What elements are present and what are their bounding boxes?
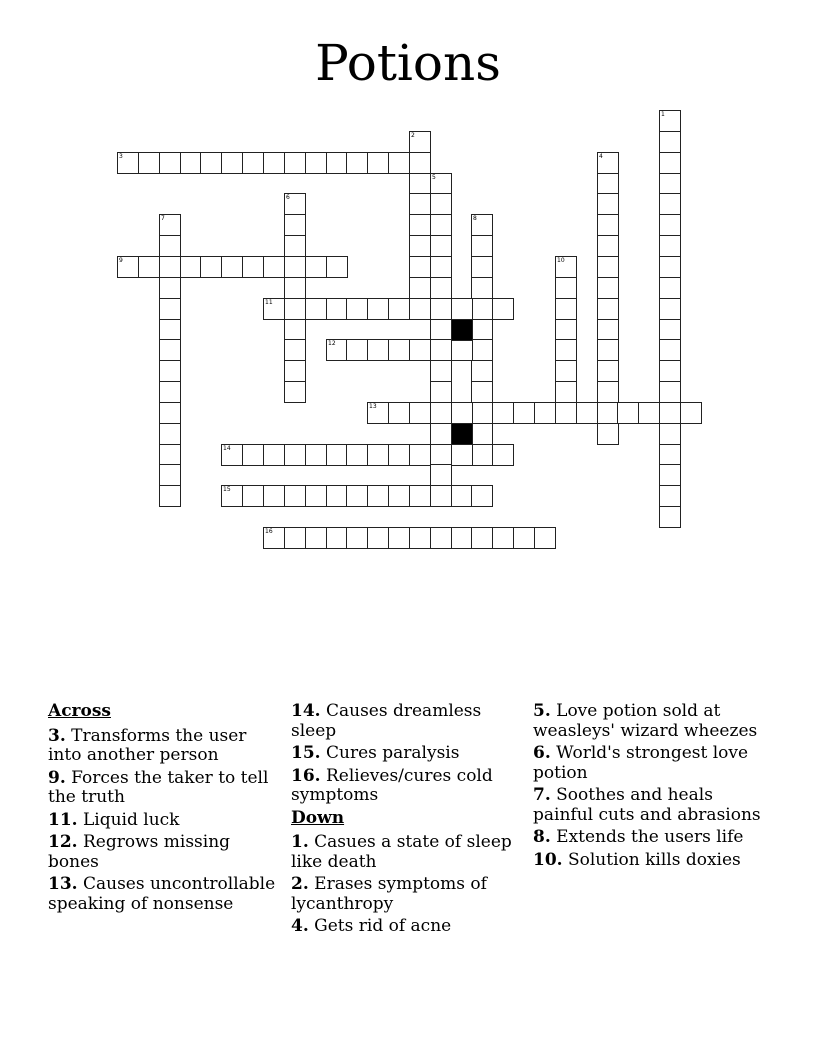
grid-cell[interactable] [242,152,264,174]
grid-cell[interactable] [284,256,306,278]
clue-down-1: 1. Casues a state of sleep like death [291,832,512,872]
grid-cell[interactable] [659,152,681,174]
grid-cell[interactable] [409,256,431,278]
page-title: Potions [315,34,501,92]
clue-down-8: 8. Extends the users life [533,827,744,847]
grid-cell[interactable] [159,485,181,507]
grid-cell[interactable] [346,444,368,466]
grid-cell[interactable] [326,256,348,278]
grid-cell[interactable] [471,381,493,403]
grid-cell[interactable] [221,256,243,278]
grid-cell[interactable] [430,402,452,424]
grid-cell[interactable] [284,152,306,174]
grid-cell[interactable] [659,423,681,445]
grid-cell[interactable] [638,402,660,424]
black-cell [451,319,473,341]
clue-down-4: 4. Gets rid of acne [291,916,452,936]
cell-number: 1 [661,111,665,118]
grid-cell[interactable] [659,319,681,341]
grid-cell[interactable] [138,256,160,278]
cell-number: 8 [473,215,477,222]
grid-cell[interactable] [555,360,577,382]
grid-cell[interactable] [367,298,389,320]
grid-cell[interactable] [242,256,264,278]
cell-number: 6 [286,194,290,201]
grid-cell[interactable] [597,256,619,278]
grid-cell[interactable] [326,298,348,320]
grid-cell[interactable] [471,444,493,466]
grid-cell[interactable] [180,152,202,174]
grid-cell[interactable] [200,256,222,278]
grid-cell[interactable] [597,173,619,195]
grid-cell[interactable] [534,527,556,549]
grid-cell[interactable] [409,298,431,320]
grid-cell[interactable] [138,152,160,174]
grid-cell[interactable] [451,298,473,320]
grid-cell[interactable] [159,360,181,382]
down-heading: Down [291,807,345,828]
grid-cell[interactable] [430,464,452,486]
grid-cell[interactable] [221,485,243,507]
grid-cell[interactable] [284,485,306,507]
clue-down-2: 2. Erases symptoms of lycanthropy [291,874,487,914]
grid-cell[interactable] [388,485,410,507]
grid-cell[interactable] [305,527,327,549]
grid-cell[interactable] [159,402,181,424]
grid-cell[interactable] [388,152,410,174]
grid-cell[interactable] [346,339,368,361]
grid-cell[interactable] [471,235,493,257]
grid-cell[interactable] [492,527,514,549]
grid-cell[interactable] [680,402,702,424]
grid-cell[interactable] [346,152,368,174]
grid-cell[interactable] [409,527,431,549]
grid-cell[interactable] [284,235,306,257]
grid-cell[interactable] [451,527,473,549]
grid-cell[interactable] [159,298,181,320]
grid-cell[interactable] [200,152,222,174]
grid-cell[interactable] [242,485,264,507]
grid-cell[interactable] [430,339,452,361]
grid-cell[interactable] [117,152,139,174]
cell-number: 5 [432,174,436,181]
cell-number: 2 [411,132,415,139]
grid-cell[interactable] [159,423,181,445]
grid-cell[interactable] [430,360,452,382]
cell-number: 9 [119,257,123,264]
grid-cell[interactable] [492,402,514,424]
grid-cell[interactable] [471,485,493,507]
grid-cell[interactable] [430,381,452,403]
grid-cell[interactable] [430,277,452,299]
cell-number: 7 [161,215,165,222]
grid-cell[interactable] [597,277,619,299]
cell-number: 11 [265,299,273,306]
grid-cell[interactable] [430,444,452,466]
grid-cell[interactable] [555,319,577,341]
grid-cell[interactable] [284,298,306,320]
grid-cell[interactable] [409,485,431,507]
grid-cell[interactable] [367,485,389,507]
grid-cell[interactable] [409,402,431,424]
cell-number: 14 [223,445,231,452]
cell-number: 13 [369,403,377,410]
grid-cell[interactable] [159,235,181,257]
grid-cell[interactable] [326,444,348,466]
grid-cell[interactable] [263,485,285,507]
grid-cell[interactable] [305,256,327,278]
grid-cell[interactable] [492,298,514,320]
grid-cell[interactable] [451,339,473,361]
grid-cell[interactable] [409,444,431,466]
grid-cell[interactable] [659,402,681,424]
cell-number: 10 [557,257,565,264]
clue-across-12: 12. Regrows missing bones [48,832,231,872]
grid-cell[interactable] [555,381,577,403]
grid-cell[interactable] [284,214,306,236]
grid-cell[interactable] [117,256,139,278]
grid-cell[interactable] [659,173,681,195]
grid-cell[interactable] [409,131,431,153]
grid-cell[interactable] [305,444,327,466]
grid-cell[interactable] [346,485,368,507]
grid-cell[interactable] [346,527,368,549]
grid-cell[interactable] [284,381,306,403]
clue-down-10: 10. Solution kills doxies [533,849,741,870]
grid-cell[interactable] [367,527,389,549]
grid-cell[interactable] [409,277,431,299]
grid-cell[interactable] [659,131,681,153]
grid-cell[interactable] [326,339,348,361]
grid-cell[interactable] [659,381,681,403]
grid-cell[interactable] [284,193,306,215]
grid-cell[interactable] [284,277,306,299]
grid-cell[interactable] [221,152,243,174]
grid-cell[interactable] [659,277,681,299]
grid-cell[interactable] [430,235,452,257]
grid-cell[interactable] [430,193,452,215]
grid-cell[interactable] [659,110,681,132]
cell-number: 12 [328,340,336,347]
grid-cell[interactable] [388,339,410,361]
grid-cell[interactable] [430,319,452,341]
grid-cell[interactable] [388,527,410,549]
grid-cell[interactable] [263,256,285,278]
grid-cell[interactable] [367,339,389,361]
cell-number: 4 [599,153,603,160]
grid-cell[interactable] [430,173,452,195]
grid-cell[interactable] [597,360,619,382]
grid-cell[interactable] [659,214,681,236]
grid-cell[interactable] [471,423,493,445]
grid-cell[interactable] [597,402,619,424]
clue-across-11: 11. Liquid luck [48,809,180,830]
grid-cell[interactable] [388,444,410,466]
clue-across-9: 9. Forces the taker to tell the truth [48,767,269,807]
grid-cell[interactable] [409,235,431,257]
clue-across-15: 15. Cures paralysis [291,743,460,763]
grid-cell[interactable] [597,214,619,236]
grid-cell[interactable] [659,256,681,278]
grid-cell[interactable] [284,319,306,341]
grid-cell[interactable] [409,214,431,236]
grid-cell[interactable] [659,464,681,486]
grid-cell[interactable] [242,444,264,466]
grid-cell[interactable] [597,423,619,445]
clue-down-5: 5. Love potion sold at weasleys' wizard wheezes [533,701,758,741]
grid-cell[interactable] [659,235,681,257]
grid-cell[interactable] [159,214,181,236]
grid-cell[interactable] [659,360,681,382]
grid-cell[interactable] [221,444,243,466]
grid-cell[interactable] [305,485,327,507]
clue-down-6: 6. World's strongest love potion [533,743,749,783]
grid-cell[interactable] [597,298,619,320]
grid-cell[interactable] [388,402,410,424]
grid-cell[interactable] [284,444,306,466]
clue-across-13: 13. Causes uncontrollable speaking of nonsense [48,874,276,914]
cell-number: 15 [223,486,231,493]
grid-cell[interactable] [263,152,285,174]
grid-cell[interactable] [430,298,452,320]
across-heading: Across [48,701,111,721]
grid-cell[interactable] [159,152,181,174]
grid-cell[interactable] [430,527,452,549]
grid-cell[interactable] [326,152,348,174]
grid-cell[interactable] [471,402,493,424]
grid-cell[interactable] [284,339,306,361]
grid-cell[interactable] [555,339,577,361]
grid-cell[interactable] [597,381,619,403]
grid-cell[interactable] [513,402,535,424]
clue-column-1 [48,702,278,917]
grid-cell[interactable] [471,298,493,320]
grid-cell[interactable] [659,444,681,466]
grid-cell[interactable] [451,444,473,466]
clue-across-16: 16. Relieves/cures cold symptoms [291,765,493,805]
grid-cell[interactable] [346,298,368,320]
grid-cell[interactable] [513,527,535,549]
grid-cell[interactable] [471,527,493,549]
grid-cell[interactable] [263,444,285,466]
grid-cell[interactable] [159,444,181,466]
grid-cell[interactable] [326,485,348,507]
grid-cell[interactable] [659,298,681,320]
grid-cell[interactable] [367,444,389,466]
grid-cell[interactable] [159,339,181,361]
grid-cell[interactable] [430,256,452,278]
grid-cell[interactable] [471,214,493,236]
grid-cell[interactable] [409,193,431,215]
grid-cell[interactable] [555,298,577,320]
grid-cell[interactable] [597,339,619,361]
grid-cell[interactable] [555,277,577,299]
grid-cell[interactable] [430,214,452,236]
grid-cell[interactable] [471,339,493,361]
clue-across-3: 3. Transforms the user into another person [48,725,247,765]
grid-cell[interactable] [159,381,181,403]
grid-cell[interactable] [471,319,493,341]
grid-cell[interactable] [284,360,306,382]
grid-cell[interactable] [159,464,181,486]
grid-cell[interactable] [534,402,556,424]
grid-cell[interactable] [555,402,577,424]
grid-cell[interactable] [471,277,493,299]
grid-cell[interactable] [159,319,181,341]
grid-cell[interactable] [471,256,493,278]
clue-down-7: 7. Soothes and heals painful cuts and abrasions [533,785,761,825]
grid-cell[interactable] [597,152,619,174]
grid-cell[interactable] [305,152,327,174]
grid-cell[interactable] [409,152,431,174]
grid-cell[interactable] [409,173,431,195]
clue-column-3 [533,702,773,873]
grid-cell[interactable] [492,444,514,466]
grid-cell[interactable] [430,485,452,507]
grid-cell[interactable] [263,298,285,320]
grid-cell[interactable] [263,527,285,549]
grid-cell[interactable] [284,527,306,549]
grid-cell[interactable] [597,235,619,257]
grid-cell[interactable] [409,339,431,361]
grid-cell[interactable] [451,402,473,424]
grid-cell[interactable] [159,256,181,278]
grid-cell[interactable] [597,193,619,215]
black-cell [451,423,473,445]
grid-cell[interactable] [659,193,681,215]
clue-column-2 [291,702,526,940]
grid-cell[interactable] [367,402,389,424]
grid-cell[interactable] [305,298,327,320]
grid-cell[interactable] [180,256,202,278]
grid-cell[interactable] [659,485,681,507]
grid-cell[interactable] [367,152,389,174]
grid-cell[interactable] [430,423,452,445]
grid-cell[interactable] [451,485,473,507]
grid-cell[interactable] [659,339,681,361]
grid-cell[interactable] [555,256,577,278]
clue-across-14: 14. Causes dreamless sleep [291,701,482,741]
grid-cell[interactable] [576,402,598,424]
grid-cell[interactable] [471,360,493,382]
grid-cell[interactable] [659,506,681,528]
grid-cell[interactable] [597,319,619,341]
cell-number: 3 [119,153,123,160]
grid-cell[interactable] [617,402,639,424]
grid-cell[interactable] [326,527,348,549]
cell-number: 16 [265,528,273,535]
grid-cell[interactable] [159,277,181,299]
grid-cell[interactable] [388,298,410,320]
